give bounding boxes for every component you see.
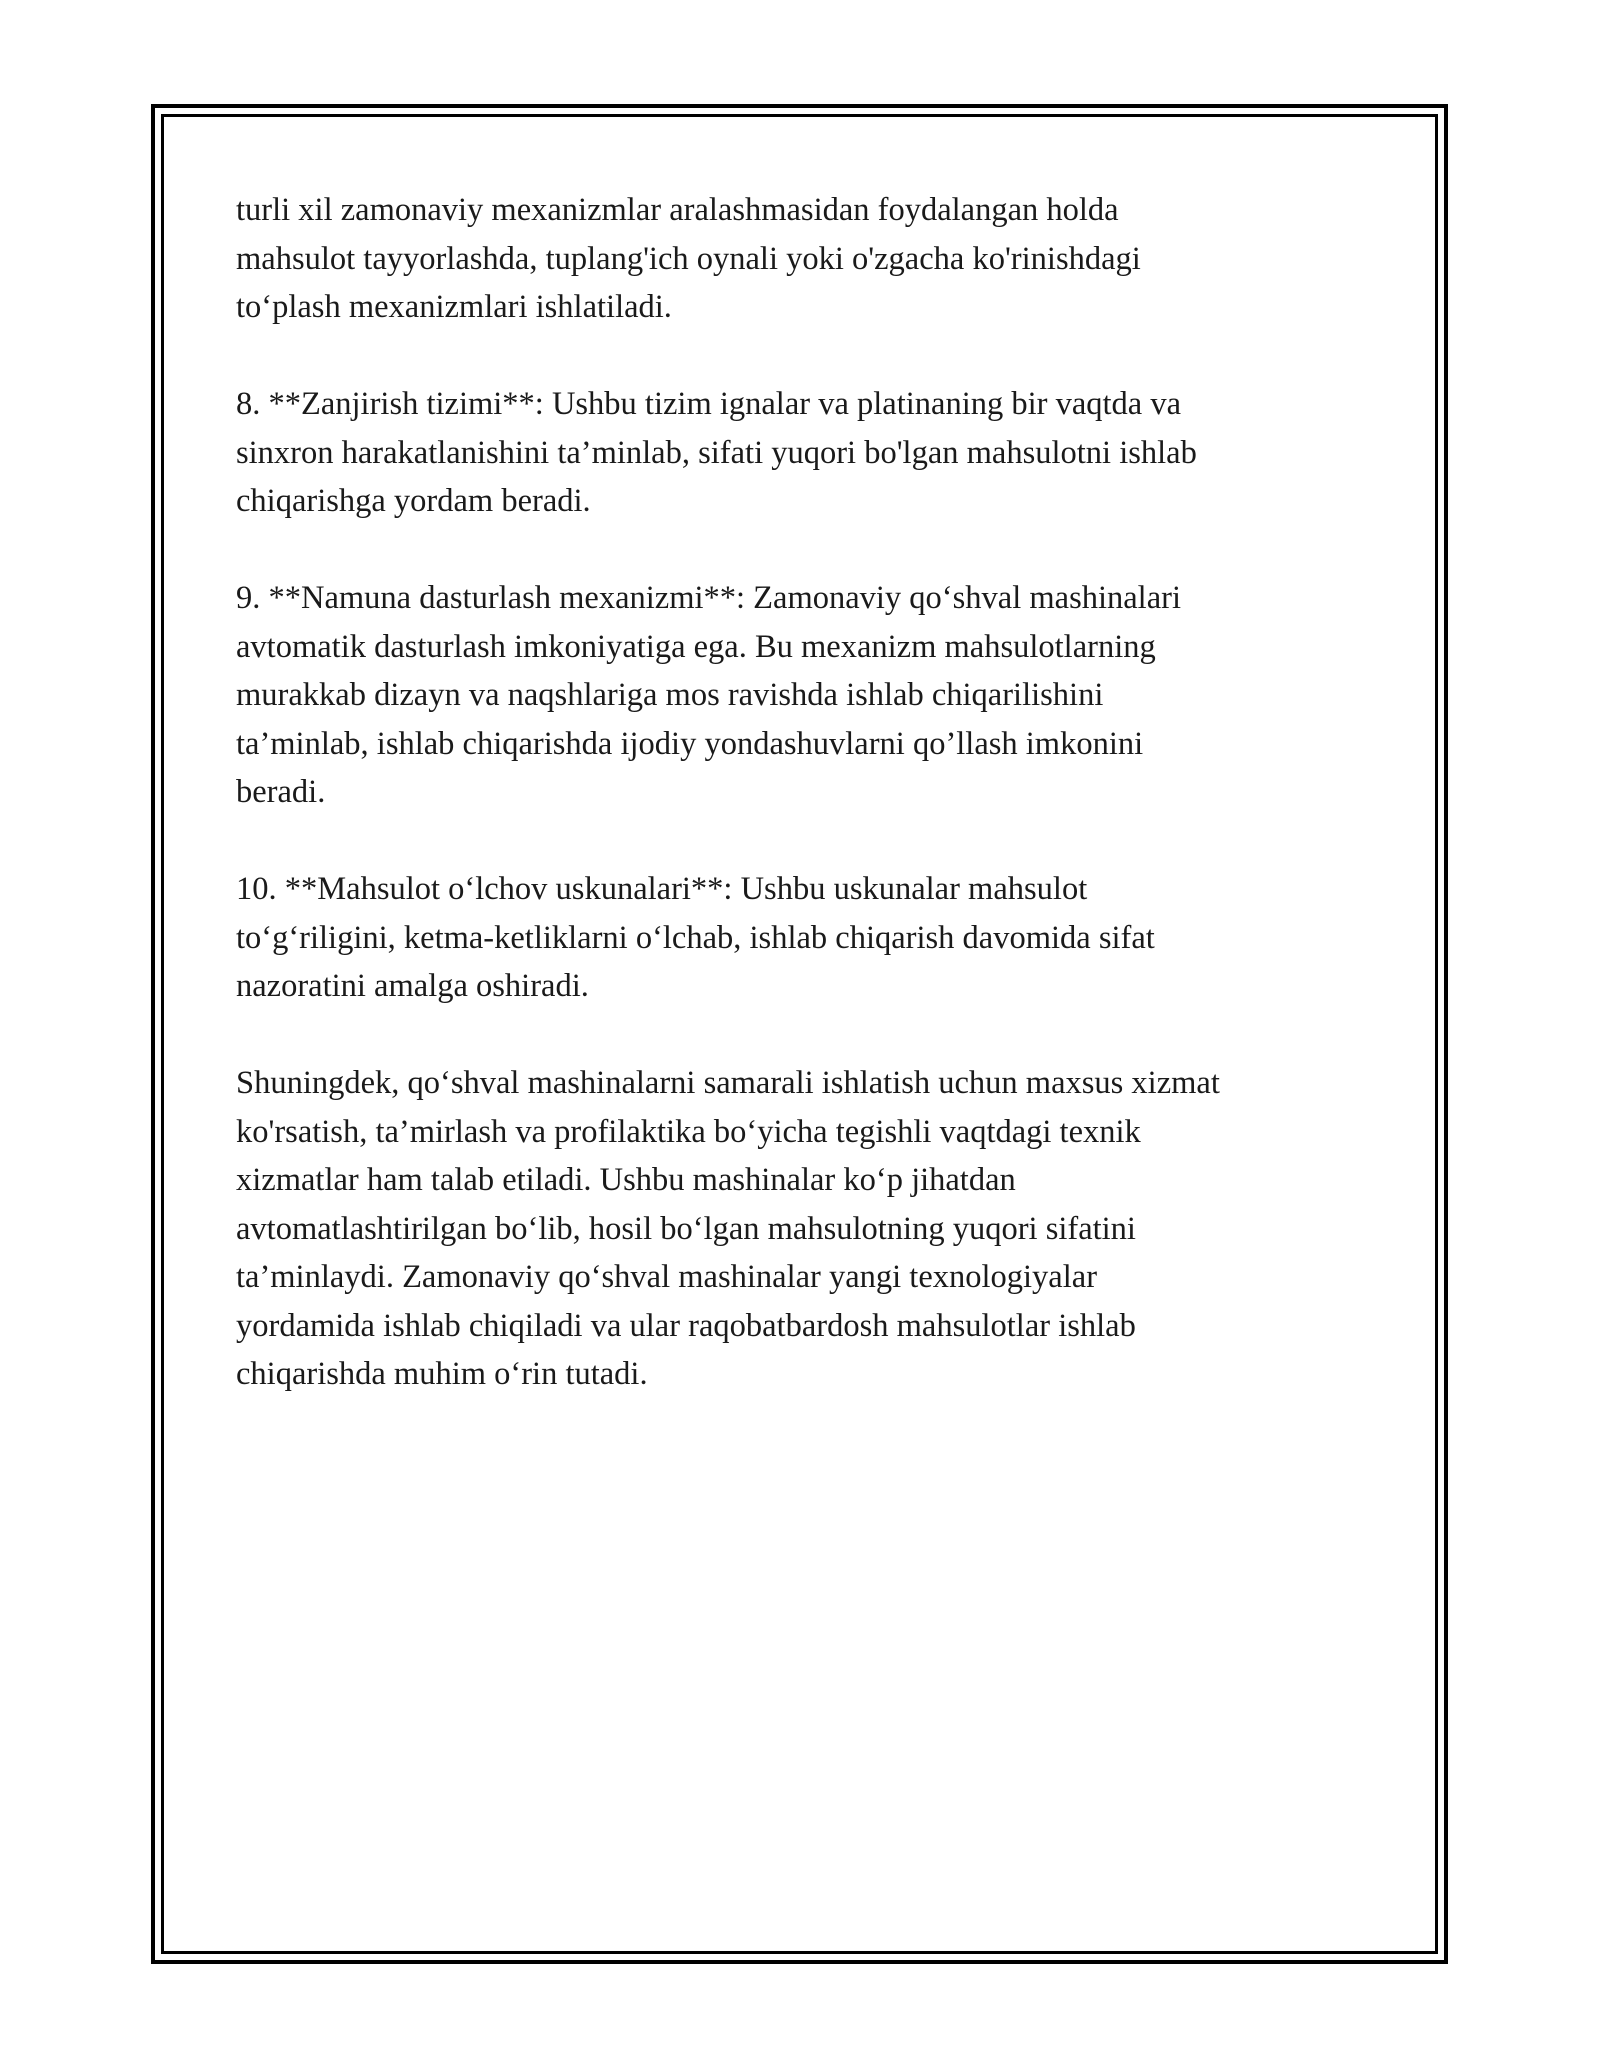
text-line: xizmatlar ham talab etiladi. Ushbu mashinalar ko‘p jihatdan xyxy=(236,1162,1016,1198)
text-line: turli xil zamonaviy mexanizmlar aralashmasidan foydalangan holda xyxy=(236,192,1119,228)
text-line: ta’minlaydi. Zamonaviy qo‘shval mashinalar yangi texnologiyalar xyxy=(236,1259,1098,1295)
text-line: yordamida ishlab chiqiladi va ular raqobatbardosh mahsulotlar ishlab xyxy=(236,1307,1136,1344)
text-line: Shuningdek, qo‘shval mashinalarni samarali ishlatish uchun maxsus xizmat xyxy=(236,1065,1220,1101)
paragraph-intro-continuation xyxy=(236,186,1366,332)
paragraph-item-8 xyxy=(236,380,1366,526)
paragraph-conclusion xyxy=(236,1059,1366,1399)
text-line: beradi. xyxy=(236,774,326,810)
text-line: avtomatik dasturlash imkoniyatiga ega. Bu mexanizm mahsulotlarning xyxy=(236,628,1156,665)
text-line: nazoratini amalga oshiradi. xyxy=(236,968,589,1004)
text-line: avtomatlashtirilgan bo‘lib, hosil bo‘lgan mahsulotning yuqori sifatini xyxy=(236,1210,1136,1247)
text-line: murakkab dizayn va naqshlariga mos ravishda ishlab chiqarilishini xyxy=(236,677,1104,713)
text-line: to‘g‘riligini, ketma-ketliklarni o‘lchab, ishlab chiqarish davomida sifat xyxy=(236,919,1155,956)
text-line: chiqarishga yordam beradi. xyxy=(236,483,591,519)
paragraph-item-9 xyxy=(236,574,1366,817)
text-line: ta’minlab, ishlab chiqarishda ijodiy yondashuvlarni qo’llash imkonini xyxy=(236,725,1144,762)
text-line: mahsulot tayyorlashda, tuplang'ich oynali yoki o'zgacha ko'rinishdagi xyxy=(236,240,1141,277)
text-line: chiqarishda muhim o‘rin tutadi. xyxy=(236,1356,648,1392)
document-body xyxy=(236,186,1366,1447)
text-line: 10. **Mahsulot o‘lchov uskunalari**: Ushbu uskunalar mahsulot xyxy=(236,871,1088,907)
text-line: sinxron harakatlanishini ta’minlab, sifati yuqori bo'lgan mahsulotni ishlab xyxy=(236,434,1197,471)
text-line: 9. **Namuna dasturlash mexanizmi**: Zamonaviy qo‘shval mashinalari xyxy=(236,580,1181,616)
text-line: 8. **Zanjirish tizimi**: Ushbu tizim ignalar va platinaning bir vaqtda va xyxy=(236,386,1182,422)
text-line: ko'rsatish, ta’mirlash va profilaktika bo‘yicha tegishli vaqtdagi texnik xyxy=(236,1113,1141,1150)
text-line: to‘plash mexanizmlari ishlatiladi. xyxy=(236,289,672,325)
paragraph-item-10 xyxy=(236,865,1366,1011)
